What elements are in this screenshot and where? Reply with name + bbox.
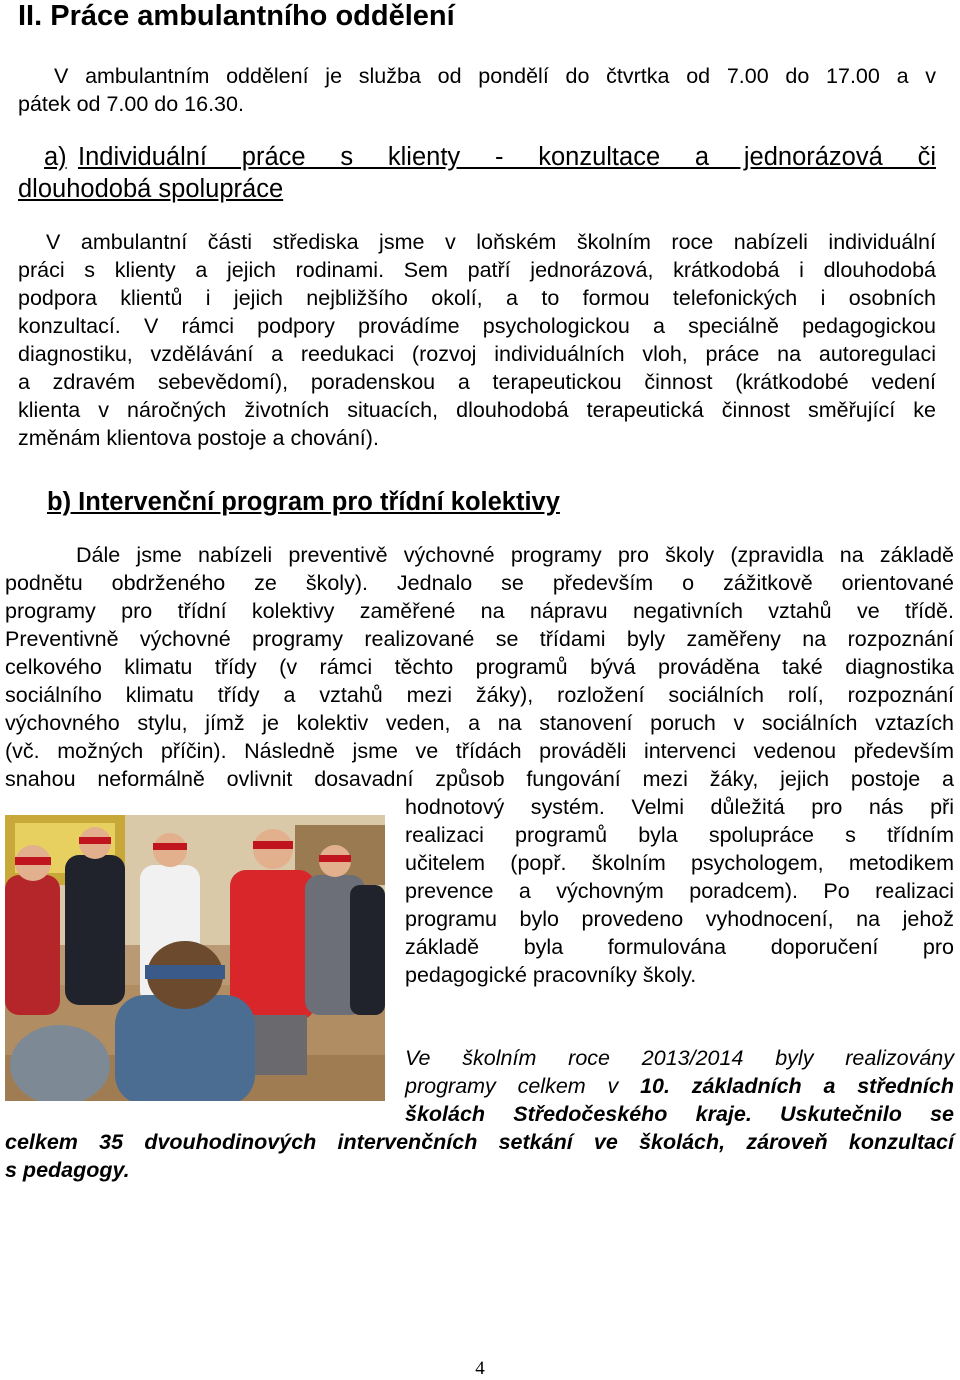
section-a-line: konzultací. V rámci podpory provádíme psychologickou a speciálně pedagogickou <box>18 314 936 338</box>
section-b-line: podnětu obdrženého ze školy). Jednalo se především o zážitkově orientované <box>5 571 954 595</box>
section-a-line: V ambulantní části střediska jsme v loňském školním roce nabízeli individuální <box>46 230 936 254</box>
section-b-line: (vč. možných příčin). Následně jsme ve třídách prováděli intervenci vedenou především <box>5 739 954 763</box>
section-b-line: celkového klimatu třídy (v rámci těchto programů bývá prováděna také diagnostika <box>5 655 954 679</box>
section-a-line: práci s klienty a jejich rodinami. Sem patří jednorázová, krátkodobá i dlouhodobá <box>18 258 936 282</box>
summary-line-3: školách Středočeského kraje. Uskutečnilo se <box>405 1102 954 1126</box>
section-a-line: klienta v náročných životních situacích, dlouhodobá terapeutická činnost směřující ke <box>18 398 936 422</box>
intro-line-1: V ambulantním oddělení je služba od pondělí do čtvrtka od 7.00 do 17.00 a v <box>54 64 936 88</box>
section-b-wrap-line: programu bylo provedeno vyhodnocení, na jehož <box>405 907 954 931</box>
section-b-heading: b) Intervenční program pro třídní kolektivy <box>47 488 560 516</box>
section-b-line: výchovného stylu, jímž je kolektiv veden, a na stanovení poruch v sociálních vztazích <box>5 711 954 735</box>
section-b-line: snahou neformálně ovlivnit dosavadní způsob fungování mezi žáky, jejich postoje a <box>5 767 954 791</box>
section-b-line: sociálního klimatu třídy a vztahů mezi žáky), rozložení sociálních rolí, rozpoznání <box>5 683 954 707</box>
section-a-line: změnám klientova postoje a chování). <box>18 426 379 450</box>
summary-line-2-prefix: programy celkem v <box>405 1074 641 1098</box>
summary-line-2-bold: 10. základních a středních <box>640 1074 954 1098</box>
page-number: 4 <box>475 1358 485 1379</box>
summary-line-2 <box>405 1072 954 1100</box>
section-a-heading-line-1: Individuální práce s klienty - konzultace a jednorázová či <box>78 143 936 171</box>
summary-line-5: s pedagogy. <box>5 1158 130 1182</box>
section-b-wrap-line: základě byla formulována doporučení pro <box>405 935 954 959</box>
section-a-heading-line-2: dlouhodobá spolupráce <box>18 175 284 203</box>
chapter-title: II. Práce ambulantního oddělení <box>18 0 455 32</box>
students-activity-photo <box>5 815 385 1101</box>
section-a-line: podpora klientů i jejich nejbližšího okolí, a to formou telefonických i osobních <box>18 286 936 310</box>
summary-line-1: Ve školním roce 2013/2014 byly realizovány <box>405 1046 954 1070</box>
section-a-marker: a) <box>44 143 67 171</box>
section-b-line: Preventivně výchovné programy realizované se třídami byly zaměřeny na rozpoznání <box>5 627 954 651</box>
section-b-wrap-line: pedagogické pracovníky školy. <box>405 963 697 987</box>
summary-line-4: celkem 35 dvouhodinových intervenčních setkání ve školách, zároveň konzultací <box>5 1130 954 1154</box>
section-a-line: diagnostiku, vzdělávání a reedukaci (rozvoj individuálních vloh, práce na autoregulaci <box>18 342 936 366</box>
section-b-wrap-line: učitelem (popř. školním psychologem, metodikem <box>405 851 954 875</box>
section-b-wrap-line: realizaci programů byla spolupráce s třídním <box>405 823 954 847</box>
section-b-wrap-line: prevence a výchovným poradcem). Po realizaci <box>405 879 954 903</box>
section-b-line: programy pro třídní kolektivy zaměřené na nápravu negativních vztahů ve třídě. <box>5 599 954 623</box>
section-b-line: Dále jsme nabízeli preventivě výchovné programy pro školy (zpravidla na základě <box>76 543 954 567</box>
section-a-line: a zdravém sebevědomí), poradenskou a terapeutickou činnost (krátkodobé vedení <box>18 370 936 394</box>
section-b-wrap-line: hodnotový systém. Velmi důležitá pro nás při <box>405 795 954 819</box>
intro-line-2: pátek od 7.00 do 16.30. <box>18 92 244 116</box>
